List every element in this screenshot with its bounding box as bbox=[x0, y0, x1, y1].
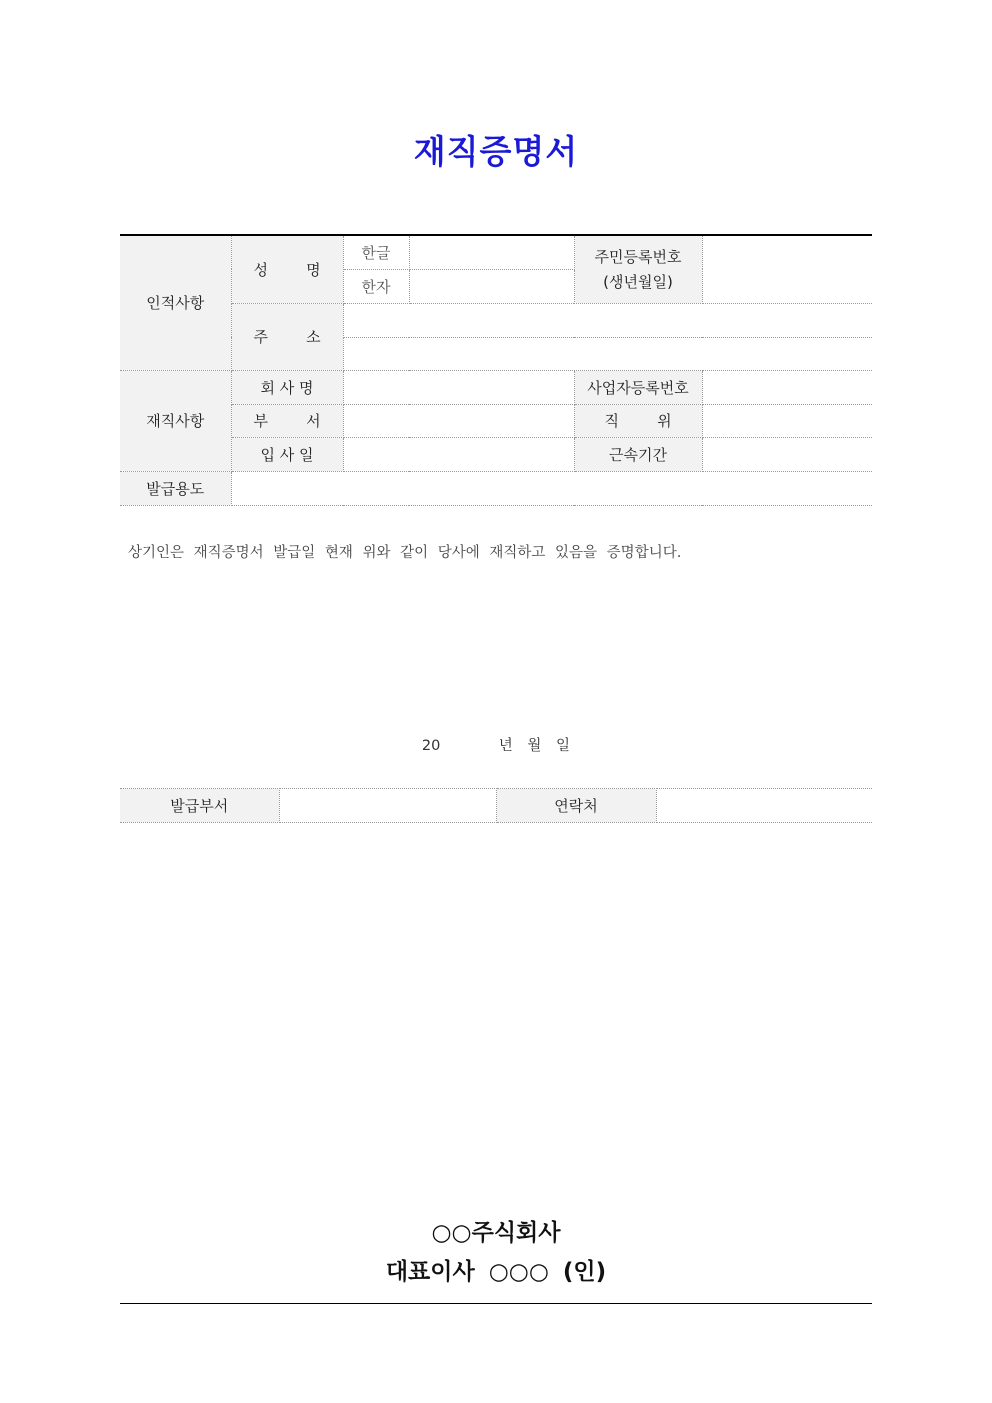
position-field[interactable] bbox=[702, 404, 872, 437]
personal-section-label: 인적사항 bbox=[120, 235, 231, 370]
join-date-field[interactable] bbox=[343, 437, 574, 471]
position-label: 직 위 bbox=[574, 404, 702, 437]
address-field-line2[interactable] bbox=[343, 337, 872, 370]
address-field-line1[interactable] bbox=[343, 303, 872, 337]
dept-field[interactable] bbox=[343, 404, 574, 437]
tenure-field[interactable] bbox=[702, 437, 872, 471]
address-label: 주 소 bbox=[231, 303, 343, 370]
issue-date: 20 년 월 일 bbox=[421, 738, 571, 754]
biz-reg-field[interactable] bbox=[702, 370, 872, 404]
hangul-name-field[interactable] bbox=[409, 235, 574, 269]
issue-dept-field[interactable] bbox=[279, 789, 496, 823]
rrn-label-line1: 주민등록번호 bbox=[594, 248, 682, 267]
name-label: 성 명 bbox=[231, 235, 343, 303]
employment-section-label: 재직사항 bbox=[120, 370, 231, 471]
tenure-label: 근속기간 bbox=[574, 437, 702, 471]
document-title: 재직증명서 bbox=[413, 132, 579, 171]
dept-label: 부 서 bbox=[231, 404, 343, 437]
company-name-label: 회 사 명 bbox=[231, 370, 343, 404]
biz-reg-label: 사업자등록번호 bbox=[574, 370, 702, 404]
purpose-label: 발급용도 bbox=[120, 471, 231, 505]
contact-field[interactable] bbox=[656, 789, 872, 823]
issue-table bbox=[120, 788, 872, 823]
contact-label: 연락처 bbox=[496, 789, 656, 823]
hanja-name-field[interactable] bbox=[409, 269, 574, 303]
company-name-field[interactable] bbox=[343, 370, 574, 404]
bottom-rule bbox=[120, 1303, 872, 1304]
company-name: ○○주식회사 bbox=[431, 1220, 561, 1246]
hangul-label: 한글 bbox=[343, 235, 409, 269]
rrn-label-line2: (생년월일) bbox=[603, 273, 673, 292]
rrn-field[interactable] bbox=[702, 235, 872, 303]
purpose-field[interactable] bbox=[231, 471, 872, 505]
join-date-label: 입 사 일 bbox=[231, 437, 343, 471]
ceo-signature-line: 대표이사 ○○○ (인) bbox=[385, 1259, 607, 1285]
hanja-label: 한자 bbox=[343, 269, 409, 303]
rrn-label bbox=[574, 235, 702, 303]
certification-statement: 상기인은 재직증명서 발급일 현재 위와 같이 당사에 재직하고 있음을 증명합니다. bbox=[128, 545, 682, 561]
issue-dept-label: 발급부서 bbox=[120, 789, 279, 823]
info-table bbox=[120, 234, 872, 506]
